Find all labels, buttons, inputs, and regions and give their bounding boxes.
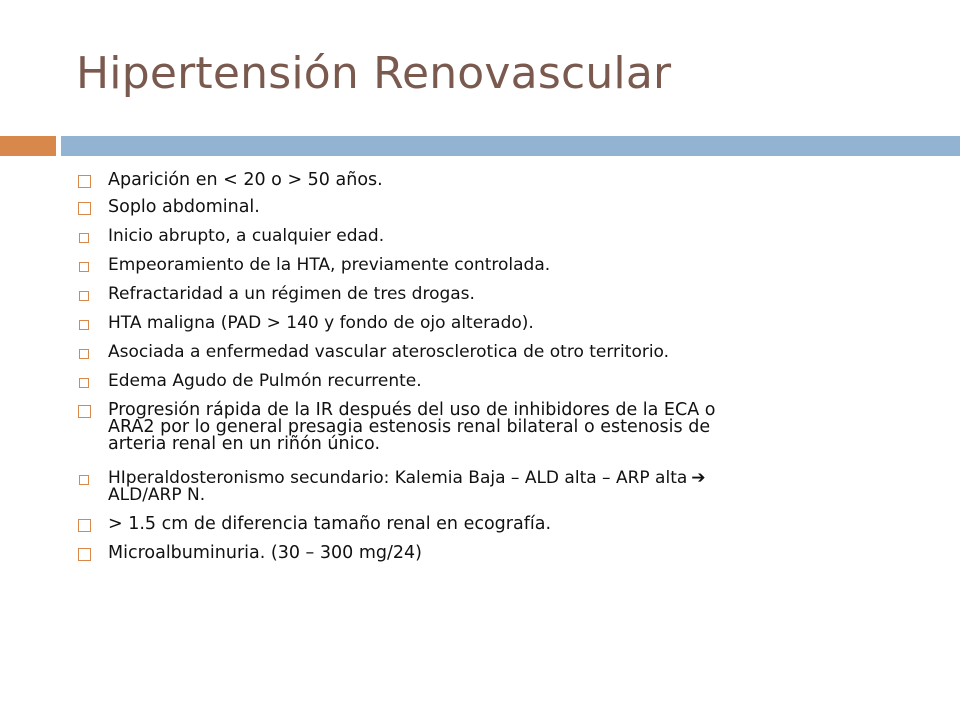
square-bullet-icon <box>78 175 91 188</box>
bullet-text: Refractaridad a un régimen de tres drogas. <box>108 284 475 304</box>
bullet-text: HTA maligna (PAD > 140 y fondo de ojo alterado). <box>108 313 534 333</box>
bullet-text: Soplo abdominal. <box>108 197 260 217</box>
bullet-text: Progresión rápida de la IR después del uso de inhibidores de la ECA o <box>108 400 716 420</box>
bullet-text: Inicio abrupto, a cualquier edad. <box>108 226 385 246</box>
square-bullet-icon <box>78 405 91 418</box>
header-bar <box>61 136 960 156</box>
square-bullet-icon <box>78 548 91 561</box>
accent-bar <box>0 136 56 156</box>
bullet-item <box>76 257 876 274</box>
square-bullet-icon <box>78 519 91 532</box>
bullet-text: Edema Agudo de Pulmón recurrente. <box>108 371 422 391</box>
bullet-text: Empeoramiento de la HTA, previamente controlada. <box>108 255 551 275</box>
bullet-text: ARA2 por lo general presagia estenosis renal bilateral o estenosis de <box>108 417 711 437</box>
bullet-text: > 1.5 cm de diferencia tamaño renal en ecografía. <box>108 514 552 534</box>
bullet-text: ALD/ARP N. <box>108 485 206 505</box>
bullet-item <box>76 172 876 189</box>
bullet-text: Microalbuminuria. (30 – 300 mg/24) <box>108 543 422 563</box>
bullet-item <box>76 402 876 453</box>
bullet-item <box>76 470 876 504</box>
arrow-right-icon: ➔ <box>691 468 706 488</box>
bullet-item <box>76 516 876 533</box>
square-bullet-icon <box>79 378 89 388</box>
bullet-text: Asociada a enfermedad vascular aterosclerotica de otro territorio. <box>108 342 670 362</box>
square-bullet-icon <box>78 202 91 215</box>
square-bullet-icon <box>79 320 89 330</box>
bullet-text: Aparición en < 20 o > 50 años. <box>108 170 383 190</box>
bullet-list <box>76 170 876 562</box>
square-bullet-icon <box>79 262 89 272</box>
square-bullet-icon <box>79 475 89 485</box>
bullet-text: arteria renal en un riñón único. <box>108 434 381 454</box>
bullet-item <box>76 228 876 245</box>
bullet-item <box>76 315 876 332</box>
bullet-item <box>76 545 876 562</box>
bullet-item <box>76 199 876 216</box>
square-bullet-icon <box>79 291 89 301</box>
bullet-item <box>76 373 876 390</box>
bullet-item <box>76 286 876 303</box>
slide-title: Hipertensión Renovascular <box>76 48 672 99</box>
square-bullet-icon <box>79 233 89 243</box>
bullet-text: HIperaldosteronismo secundario: Kalemia Baja – ALD alta – ARP alta <box>108 468 688 488</box>
square-bullet-icon <box>79 349 89 359</box>
bullet-item <box>76 344 876 361</box>
